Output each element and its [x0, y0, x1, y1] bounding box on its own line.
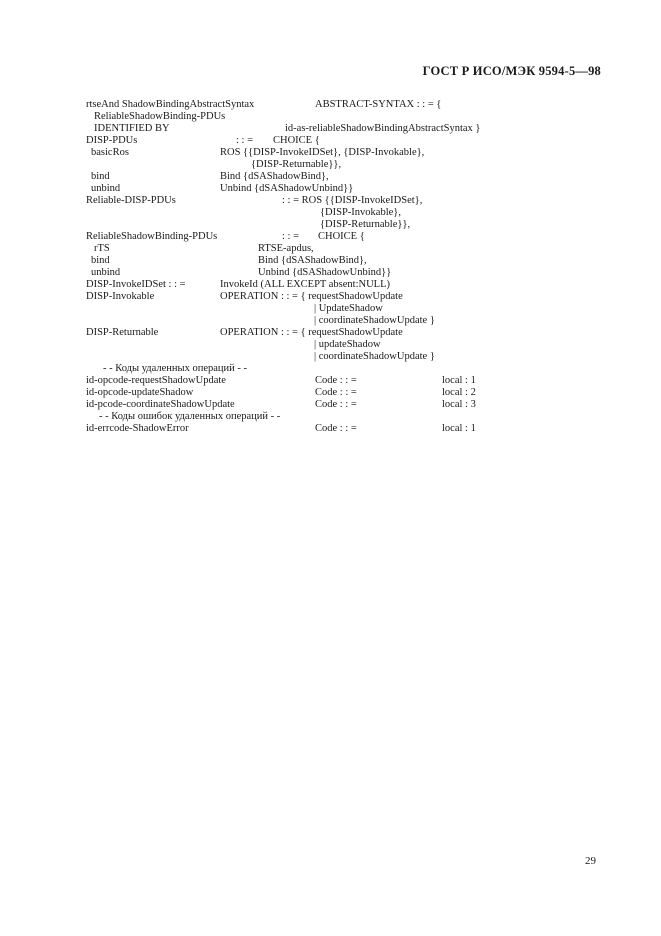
operation-alternative: | updateShadow — [314, 339, 381, 350]
abstract-syntax-keyword: ABSTRACT-SYNTAX : : = { — [315, 99, 442, 110]
assignment-operator: : : = — [236, 135, 254, 146]
field-name: basicRos — [91, 147, 129, 158]
field-name: bind — [91, 171, 110, 182]
code-assignment: Code : : = — [315, 375, 357, 386]
type-name: ReliableShadowBinding-PDUs — [86, 231, 218, 242]
opcode-name: id-opcode-updateShadow — [86, 387, 194, 398]
operation-set: OPERATION : : = { requestShadowUpdate — [220, 327, 403, 338]
field-type: RTSE-apdus, — [258, 243, 314, 254]
code-assignment: Code : : = — [315, 387, 357, 398]
identifier-value: id-as-reliableShadowBindingAbstractSyntax } — [285, 123, 481, 134]
local-value: local : 3 — [442, 399, 476, 410]
pdus-reference: ReliableShadowBinding-PDUs — [94, 111, 226, 122]
field-type: Unbind {dSAShadowUnbind}} — [220, 183, 354, 194]
operation-alternative: | coordinateShadowUpdate } — [314, 315, 435, 326]
operation-alternative: | coordinateShadowUpdate } — [314, 351, 435, 362]
operation-alternative: | UpdateShadow — [314, 303, 383, 314]
field-name: bind — [91, 255, 110, 266]
document-header: ГОСТ Р ИСО/МЭК 9594-5—98 — [422, 64, 601, 78]
operation-set: OPERATION : : = { requestShadowUpdate — [220, 291, 403, 302]
type-name: DISP-Invokable — [86, 291, 155, 302]
type-definition: : : = ROS {{DISP-InvokeIDSet}, — [282, 195, 423, 206]
type-name: DISP-PDUs — [86, 135, 138, 146]
opcode-name: id-opcode-requestShadowUpdate — [86, 375, 226, 386]
assignment-operator: : : = — [282, 231, 300, 242]
field-type: Bind {dSAShadowBind}, — [220, 171, 329, 182]
field-name: unbind — [91, 183, 121, 194]
syntax-name: rtseAnd ShadowBindingAbstractSyntax — [86, 99, 255, 110]
type-name: DISP-Returnable — [86, 327, 159, 338]
field-type: Unbind {dSAShadowUnbind}} — [258, 267, 392, 278]
comment-line: - - Коды удаленных операций - - — [103, 363, 247, 374]
type-definition-continuation: {DISP-Invokable}, — [320, 207, 401, 218]
type-name: DISP-InvokeIDSet : : = — [86, 279, 186, 290]
field-name: unbind — [91, 267, 121, 278]
field-name: rTS — [94, 243, 110, 254]
field-type-continuation: {DISP-Returnable}}, — [251, 159, 342, 170]
field-type: ROS {{DISP-InvokeIDSet}, {DISP-Invokable}, — [220, 147, 425, 158]
errcode-name: id-errcode-ShadowError — [86, 423, 189, 434]
field-type: Bind {dSAShadowBind}, — [258, 255, 367, 266]
identified-by-keyword: IDENTIFIED BY — [94, 123, 170, 134]
code-assignment: Code : : = — [315, 423, 357, 434]
choice-keyword: CHOICE { — [273, 135, 320, 146]
choice-keyword: CHOICE { — [318, 231, 365, 242]
local-value: local : 1 — [442, 423, 476, 434]
code-assignment: Code : : = — [315, 399, 357, 410]
comment-line: - - Коды ошибок удаленных операций - - — [99, 411, 281, 422]
type-definition-continuation: {DISP-Returnable}}, — [320, 219, 411, 230]
opcode-name: id-pcode-coordinateShadowUpdate — [86, 399, 235, 410]
page-number: 29 — [585, 855, 596, 867]
local-value: local : 1 — [442, 375, 476, 386]
type-definition: InvokeId (ALL EXCEPT absent:NULL) — [220, 279, 391, 290]
local-value: local : 2 — [442, 387, 476, 398]
type-name: Reliable-DISP-PDUs — [86, 195, 176, 206]
